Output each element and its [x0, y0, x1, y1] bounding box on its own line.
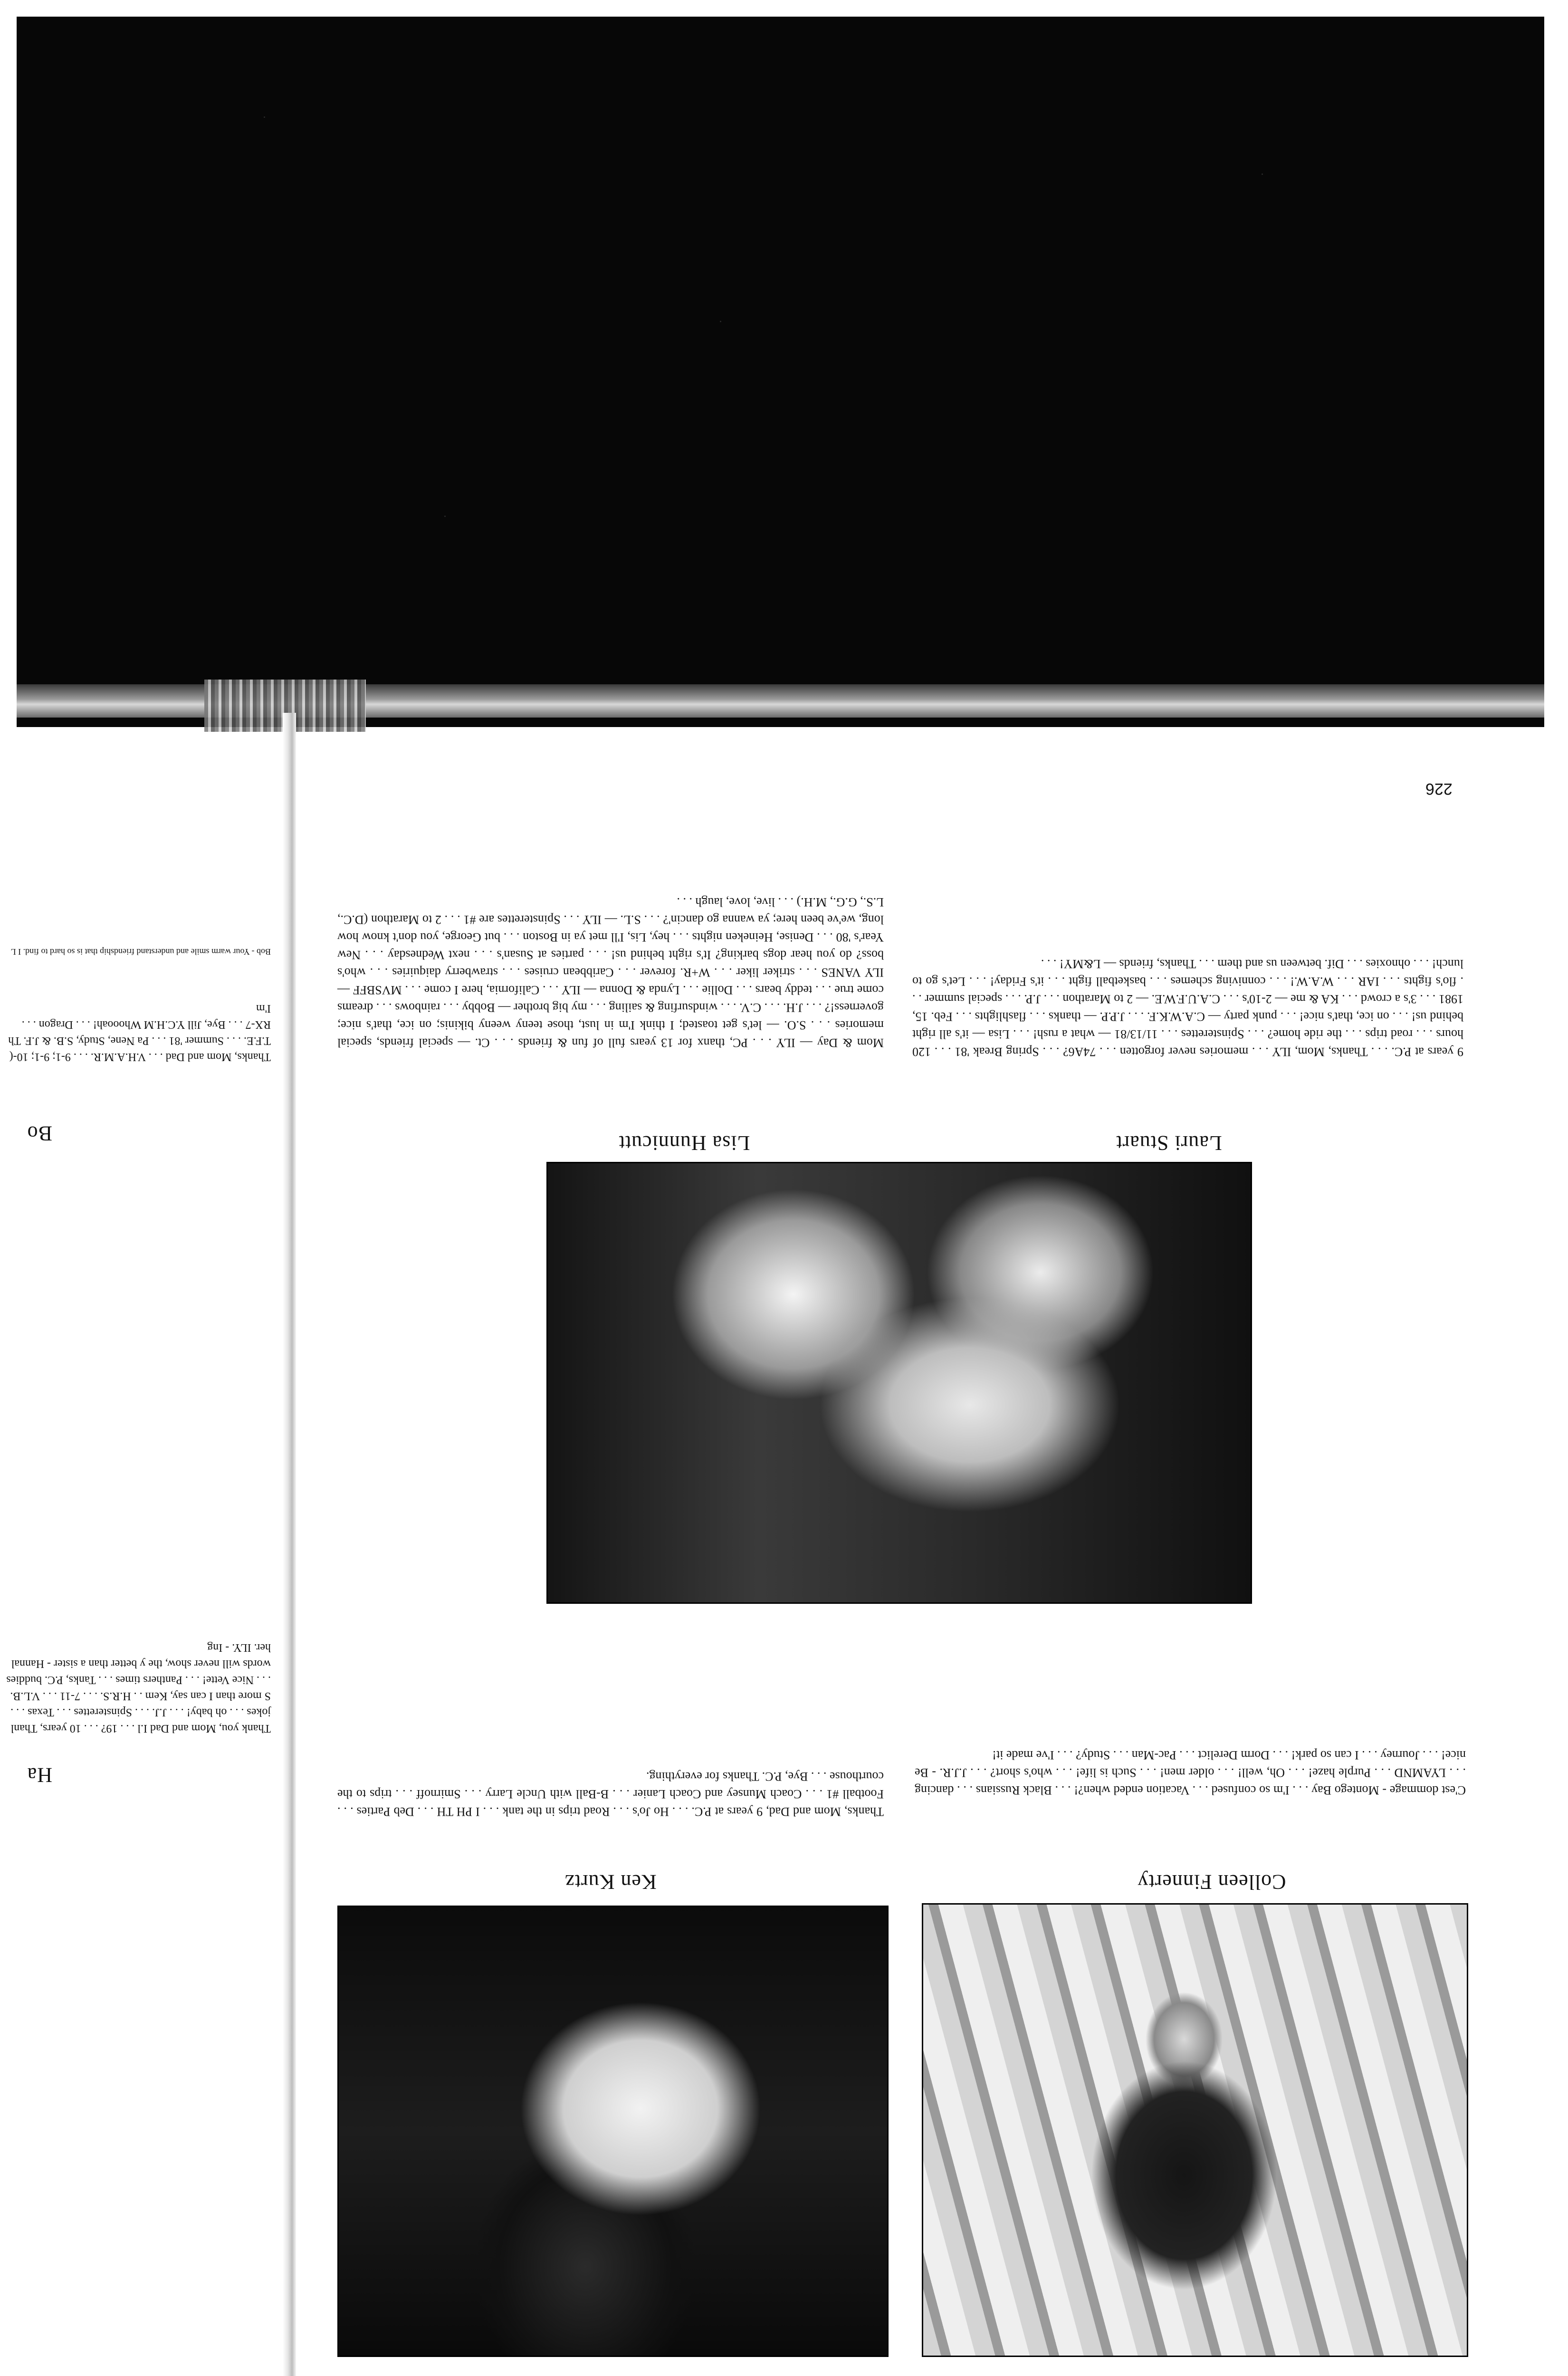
dust-speck	[264, 116, 265, 118]
dust-speck	[444, 516, 446, 517]
facing-name-fragment-bottom: Ha	[27, 1763, 52, 1787]
photo-ken-kurtz	[337, 1906, 889, 2357]
facing-caption-top: Bob - Your warm smile and understand friendship that is so hard to find. I L	[10, 947, 271, 957]
bio-colleen-finnerty: C'est dommage - Montego Bay . . . I'm so confused . . . Vacation ended when?! . . . Black Russians . . . dancing . . . LYAMND . . . Purple haze! . . . Oh, well! . . . older men! . . . Such is life! . . . who's short? . . . J.J.R. - Be nice! . . . Journey . . . I can so park! . . . Dorm Derelict . . . Pac-Man . . . Study? . . . I've made it!	[915, 1748, 1466, 1797]
black-endpaper	[17, 17, 1544, 727]
page-number: 226	[1425, 780, 1453, 798]
page-gutter	[283, 713, 296, 2376]
facing-name-fragment-top: Bo	[27, 1122, 52, 1145]
photo-lauri-lisa	[546, 1162, 1252, 1604]
facing-bio-top: Thanks, Mom and Dad . . . V.H.A.M.R. . . . 9-1; 9-1; 10-( T.F.E. . . . Summer '81 . . . Pa Nene, Study, S.B. & J.F. Th RX-7 . . . Bye, Jill Y.C.H.M Whoooah! . . . Dragon . . . I'm	[8, 1002, 271, 1063]
facing-bio-bottom: Thank you, Mom and Dad I.l . . . 19? . . . 10 years, Thanl jokes . . . oh baby! . . . J.J. . . . Spinsterettes . . . Texas . . . S more than I can say, Kem . . H.R.S. . . . 7-11 . . . V.L.B. . . . Nice Vette! . . . Panthers times . . . Tanks, P.C. buddies words will never show, the y better than a sister - Hannal her. ILY. - Ing	[6, 1641, 271, 1734]
name-colleen-finnerty: Colleen Finnerty	[1137, 1870, 1286, 1894]
dust-speck	[720, 321, 721, 322]
name-ken-kurtz: Ken Kurtz	[564, 1870, 657, 1894]
bio-ken-kurtz: Thanks, Mom and Dad, 9 years at P.C. . . . Ho Jo's . . . Road trips in the tank . . . I PH TH . . . Deb Parties . . . Football #1 . . . Coach Munsey and Coach Lanier . . . B-Ball with Uncle Larry . . . Smirnoff . . . trips to the courthouse . . . Bye, P.C. Thanks for everything.	[337, 1770, 884, 1819]
bio-lisa-hunnicutt: Mom & Day — ILY . . . PC, thanx for 13 years full of fun & friends . . . Ct. — special friends, special memories . . . S.O. — let's get toasted; I think I'm in lust, those teeny weeny bikinis; on ice, that's nice; governess!? . . . J.H. . . . C.V. . . . windsurfing & sailing . . . my big brother — Bobby . . . rainbows . . . dreams come true . . . teddy bears . . . Dollie . . . Lynda & Donna — ILY . . . California, here I come . . . MVSBFF — ILY VANES . . . striker liker . . . W+R. forever . . . Caribbean cruises . . . strawberry daiquiries . . . who's boss? do you hear dogs barking? It's right behind us! . . . parties at Susan's . . . next Wednesday . . . New Year's '80 . . . Denise, Heineken nights . . . hey, Lis, I'll met ya in Boston . . . but George, you don't know how long, we've been here; ya wanna go dancin'? . . . S.L. — ILY . . . Spinsterettes are #1 . . . 2 to Marathon (D.C., L.S., G.G., M.H.) . . . live, love, laugh . . .	[337, 895, 884, 1050]
dust-speck	[1262, 173, 1263, 175]
photo-colleen-finnerty	[922, 1903, 1468, 2357]
name-lisa-hunnicutt: Lisa Hunnicutt	[618, 1131, 750, 1155]
name-lauri-stuart: Lauri Stuart	[1116, 1131, 1222, 1155]
bio-lauri-stuart: 9 years at P.C. . . . Thanks, Mom, ILY . . . memories never forgotten . . . 74A6? . . . Spring Break '81 . . . 120 hours . . . road trips . . . the ride home? . . . Spinsterettes . . . 11/13/81 — what a rush! . . . Lisa — it's all right behind us! . . . on ice, that's nice! . . . punk party — C.A.W.K.F. . . . J.P.P. — thanks . . . flashlights . . . Feb. 15, 1981 . . . 3's a crowd . . . KA & me — 2-10's . . . C.A.U.F.W.E. — 2 to Marathon . . . J.P. . . . special summer . . . flo's fights . . . IAR . . . W.A.W.! . . . conniving schemes . . . basketball fight . . . it's Friday! . . . Let's go to lunch! . . . ohnoxies . . . Dif. between us and them . . . Thanks, friends — L&MY! . . .	[912, 957, 1463, 1059]
